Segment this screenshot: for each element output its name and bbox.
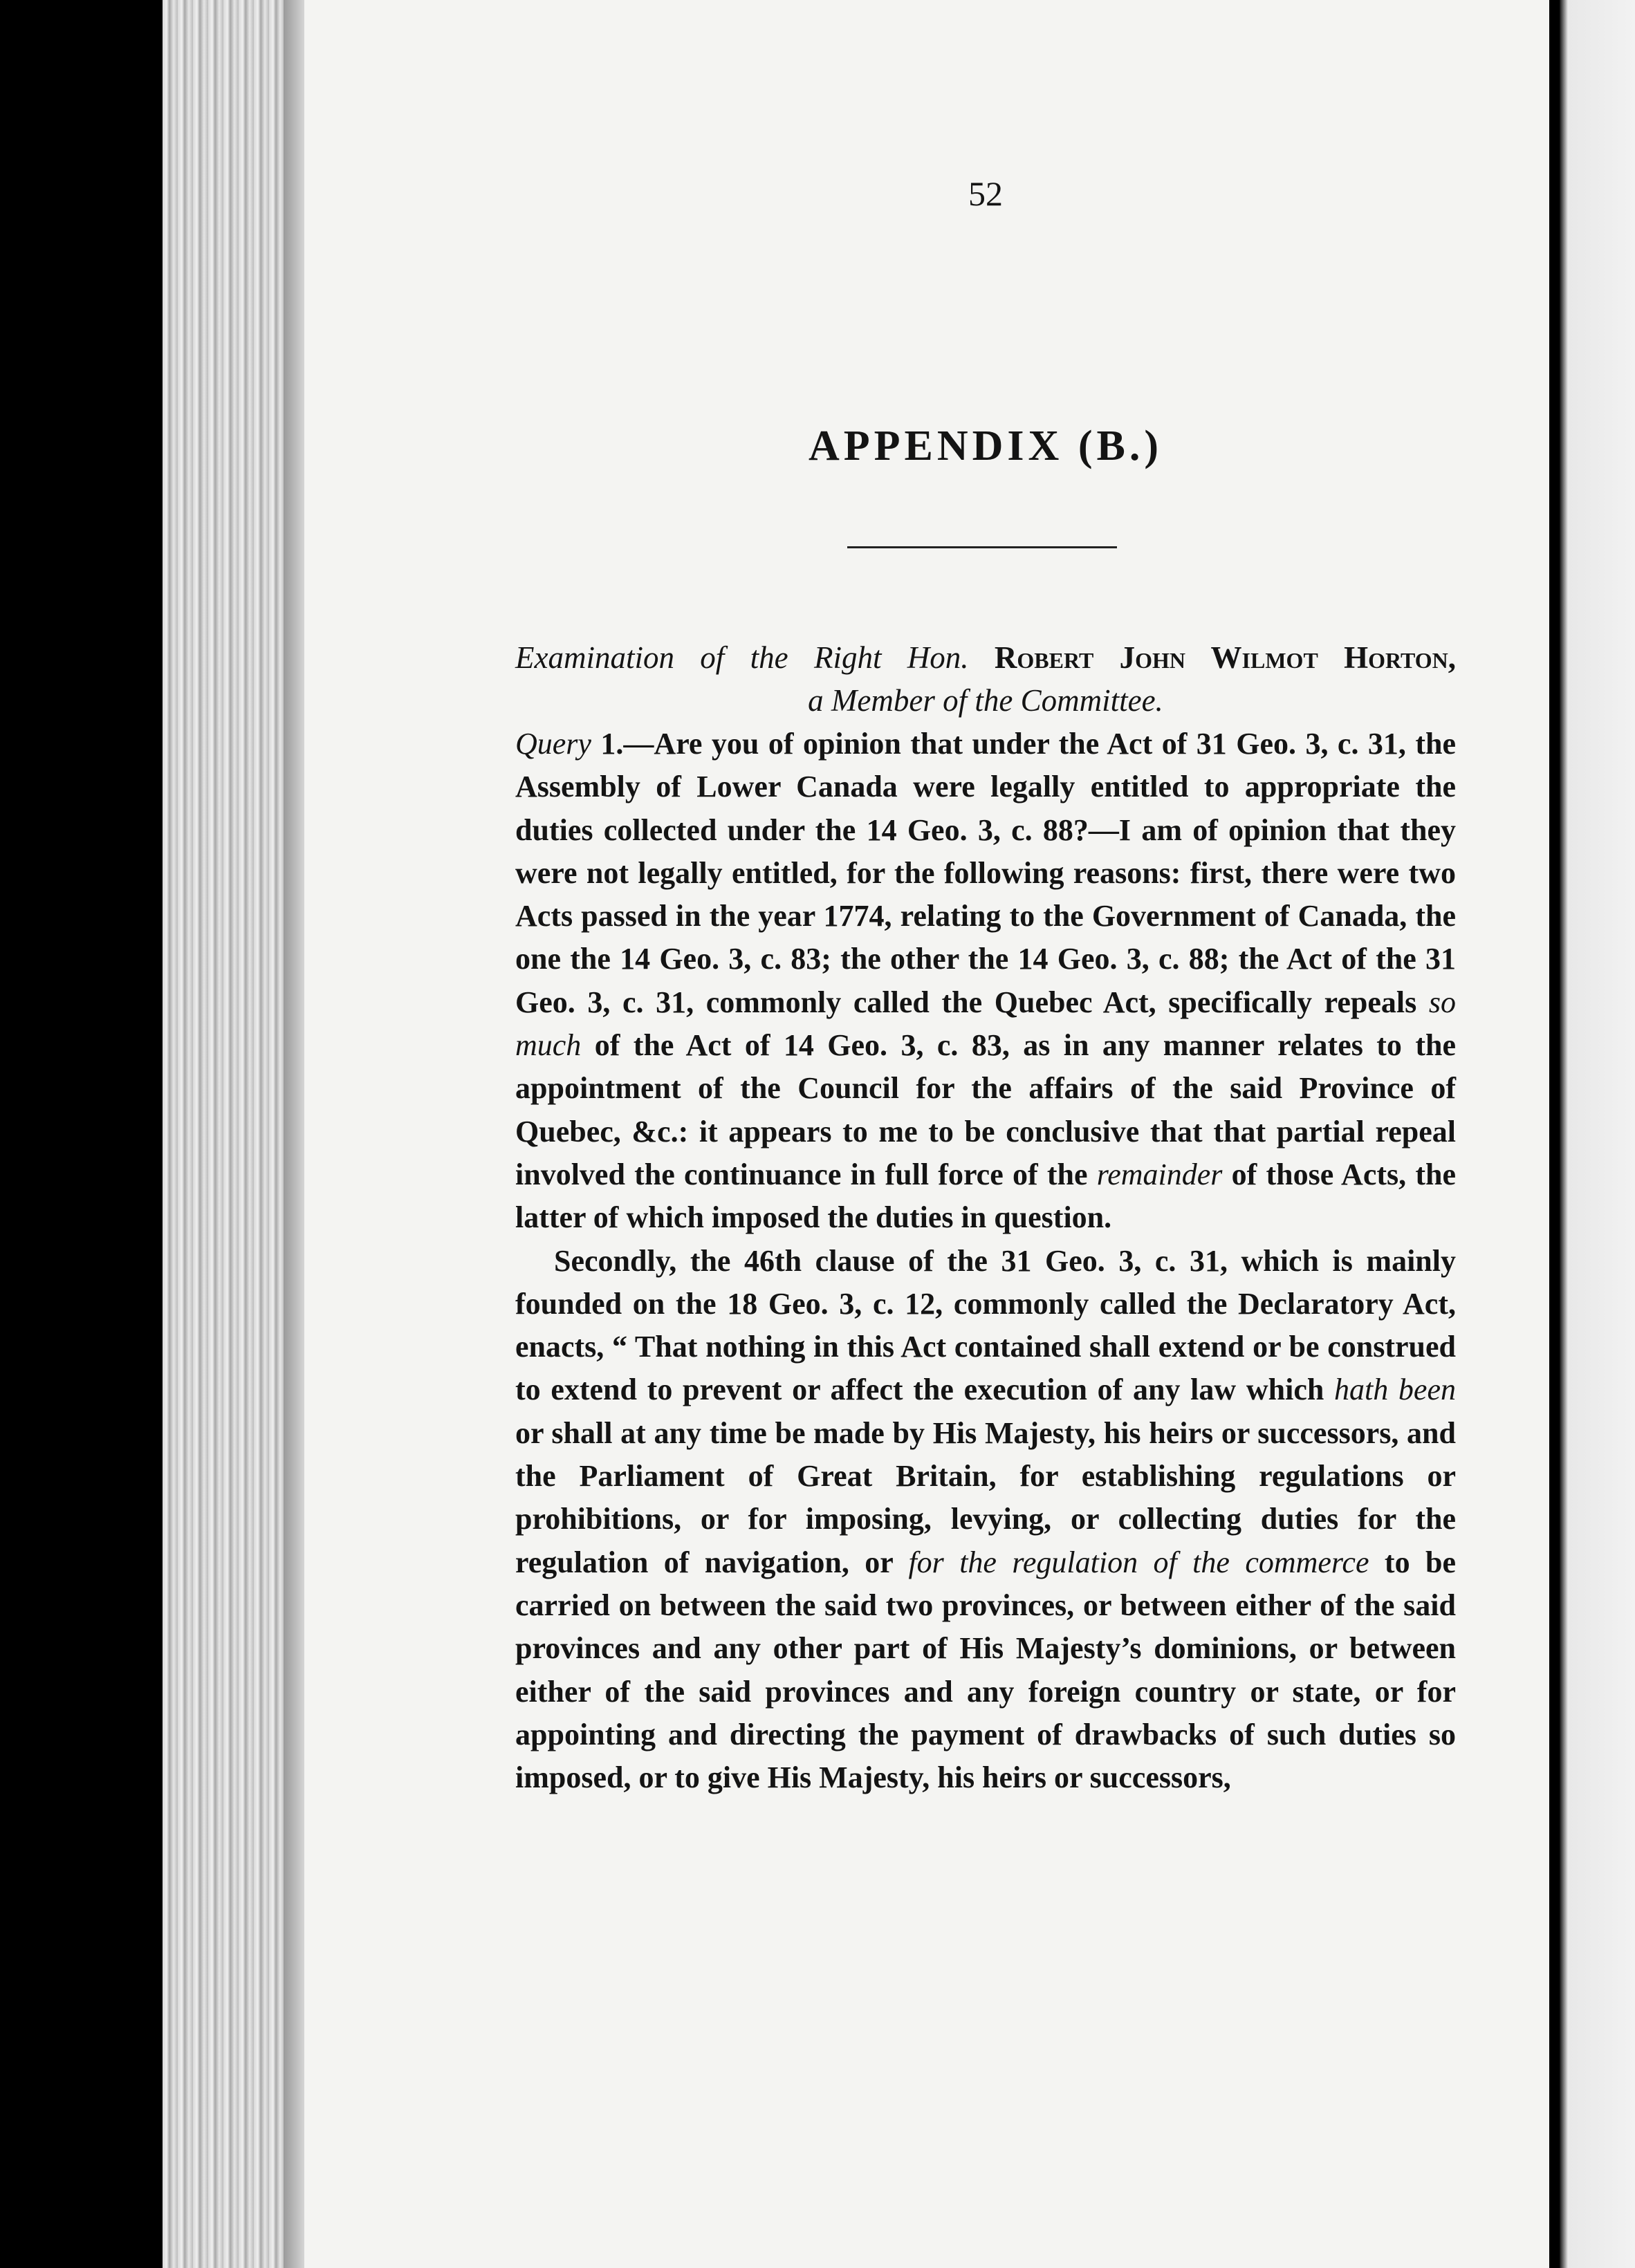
heading-prefix: Examination of the Right Hon. xyxy=(515,640,969,675)
page-number: 52 xyxy=(968,174,1003,213)
body-text xyxy=(515,723,1456,1799)
paragraph-2-text-2: or shall at any time be made by His Majesty, his heirs or successors, and the Parliament of Great Britain, for establishing regulations or prohibitions, or for imposing, levying, or collecting duties for the regulation of navigation, or xyxy=(515,1415,1456,1579)
query-text-1: 1.—Are you of opinion that under the Act of 31 Geo. 3, c. 31, the Assembly of Lower Canada were legally entitled to appropriate the duties collected under the 14 Geo. 3, c. 88?—I am of opinion that they were not legally entitled, for the following reasons: first, there were two Acts passed in the year 1774, relating to the Government of Canada, the one the 14 Geo. 3, c. 83; the other the 14 Geo. 3, c. 88; the Act of the 31 Geo. 3, c. 31, commonly called the Quebec Act, specifically repeals xyxy=(515,727,1456,1019)
paragraph-2-emphasis-1: hath been xyxy=(1334,1373,1456,1407)
query-emphasis-1: so much xyxy=(515,985,1456,1063)
query-text-3: of those Acts, the latter of which imposed the duties in question. xyxy=(515,1157,1457,1235)
heading-suffix: a Member of the Committee. xyxy=(808,683,1163,718)
query-label: Query xyxy=(515,727,591,761)
paragraph-2-text-3: to be carried on between the said two provinces, or between either of the said provinces and any other part of His Majesty’s dominions, or between either of the said provinces and any foreign country or state, or for appointing and directing the payment of drawbacks of such duties so imposed, or to give His Majesty, his heirs or successors, xyxy=(515,1545,1456,1795)
facing-page-edge xyxy=(1560,0,1635,2268)
query-text-2: of the Act of 14 Geo. 3, c. 83, as in any manner relates to the appointment of the Council for the affairs of the said Province of Quebec, &c.: it appears to me to be conclusive that that partial repeal involved the continuance in full force of the xyxy=(515,1028,1456,1191)
title-divider xyxy=(847,546,1117,548)
second-paragraph xyxy=(515,1240,1456,1800)
paragraph-2-emphasis-2: for the regulation of the commerce xyxy=(908,1545,1369,1579)
witness-name: Robert John Wilmot Horton, xyxy=(994,640,1457,675)
appendix-title: APPENDIX (B.) xyxy=(809,422,1163,470)
book-page-edges xyxy=(163,0,284,2268)
query-paragraph xyxy=(515,723,1456,1240)
examination-heading xyxy=(515,636,1456,722)
query-emphasis-2: remainder xyxy=(1096,1157,1223,1191)
paragraph-2-text-1: Secondly, the 46th clause of the 31 Geo. 3, c. 31, which is mainly founded on the 18 Geo. 3, c. 12, commonly called the Declaratory Act, enacts, “ That nothing in this Act contained shall extend or be construed to extend to prevent or affect the execution of any law which xyxy=(515,1243,1456,1407)
examination-heading-line-1 xyxy=(515,636,1456,679)
